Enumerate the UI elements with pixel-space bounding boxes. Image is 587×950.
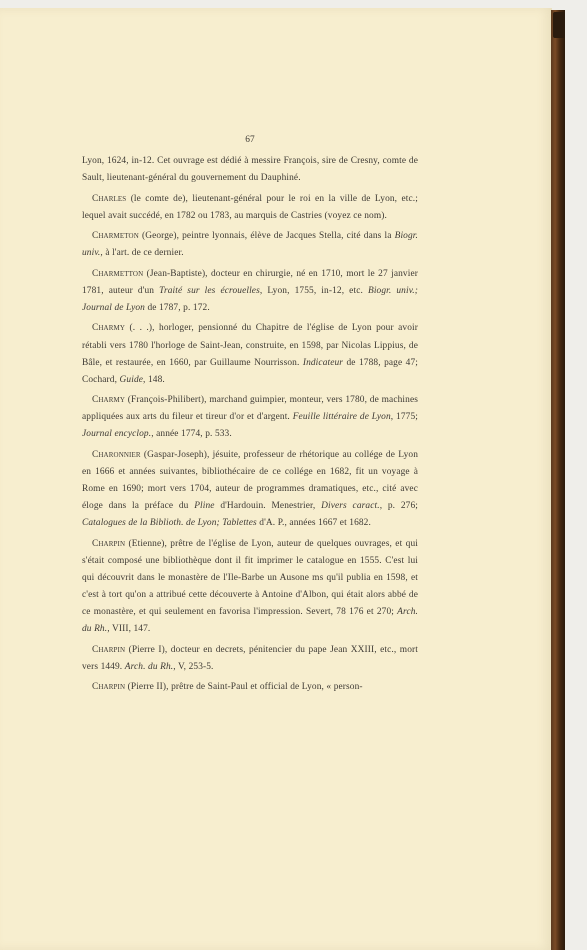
italic-citation: Biogr. univ.: [82, 231, 418, 259]
entry-text: (Pierre II), prêtre de Saint-Paul et official de Lyon, « person-: [125, 682, 363, 693]
italic-citation: Divers caract.: [321, 501, 380, 512]
entry-charmetton-jean-baptiste: [82, 266, 418, 317]
entry-headword: Charpin: [92, 682, 126, 693]
entry-headword: Charmetton: [92, 268, 144, 279]
entry-charpin-pierre-1: [82, 642, 418, 676]
italic-citation: Feuille littéraire de Lyon: [292, 412, 391, 423]
entry-charmy-horloger: [82, 320, 418, 388]
entry-charonnier: [82, 447, 418, 532]
entry-text: , p. 276;: [379, 501, 419, 512]
entry-text: (Jean-Baptiste), docteur en chirurgie, né en 1710, mort le 27 janvier 1781, auteur d'un: [82, 268, 418, 296]
entry-text: , 1775;: [390, 412, 418, 423]
entry-text: de 1788, page 47; Cochard,: [82, 357, 419, 385]
entry-headword: Charles: [92, 193, 127, 204]
spine-edge: [553, 12, 565, 38]
italic-citation: Arch. du Rh.: [124, 661, 174, 672]
page-number: 67: [245, 135, 255, 145]
entry-charles: [82, 191, 418, 225]
italic-citation: Catalogues de la Biblioth. de Lyon; Tablettes: [82, 518, 257, 529]
entry-text: de 1787, p. 172.: [144, 302, 210, 313]
book-spine: [551, 10, 565, 950]
italic-citation: Arch. du Rh.: [82, 607, 418, 635]
entry-charpin-pierre-2: [82, 679, 418, 696]
entry-headword: Charmy: [92, 323, 126, 334]
entry-text: , 148.: [143, 374, 165, 385]
entry-text: (Gaspar-Joseph), jésuite, professeur de rhétorique au collége de Lyon en 1666 et années suivantes, bibliothécaire de ce collége en 1682, fit un voyage à Rome en 1690; mort vers 1704, auteur de programmes dramatiques, etc., cité avec éloge dans la préface du: [82, 449, 418, 512]
italic-citation: Guide: [119, 374, 144, 385]
italic-citation: Biogr. univ.; Journal de Lyon: [82, 285, 419, 313]
entry-text: (Pierre I), docteur en decrets, pénitencier du pape Jean XXIII, etc., mort vers 1449.: [82, 644, 418, 672]
entry-headword: Charonnier: [92, 449, 141, 460]
entry-text: , V, 253-5.: [173, 661, 214, 672]
page-text-block: [82, 132, 418, 700]
entry-headword: Charpin: [92, 644, 126, 655]
entry-charmeton-george: [82, 228, 418, 262]
entry-text: (le comte de), lieutenant-général pour le roi en la ville de Lyon, etc.; lequel avait succédé, en 1782 ou 1783, au marquis de Castries (voyez ce nom).: [82, 193, 418, 221]
entry-text: Lyon, 1624, in-12. Cet ouvrage est dédié à messire François, sire de Cresny, comte de Sault, lieutenant-général du gouvernement du Dauphiné.: [82, 156, 418, 184]
italic-citation: Journal encyclop.: [82, 429, 152, 440]
entry-text: , année 1774, p. 533.: [151, 429, 232, 440]
entry-text: (Etienne), prêtre de l'église de Lyon, auteur de quelques ouvrages, et qui s'était composé une bibliothèque dont il fit imprimer le catalogue en 1555. C'est lui qui découvrit dans le monastère de l'Ile-Barbe un Ausone ms qu'il publia en 1598, et c'est à tort qu'on a attribué cette découverte à Antoine d'Albon, qui était alors abbé de ce monastère, et qui seulement en favorisa l'impression. Severt, 78 176 et 270;: [82, 538, 418, 618]
entry-charmy-francois-philibert: [82, 392, 418, 443]
entry-text: , Lyon, 1755, in-12, etc.: [259, 285, 368, 296]
entry-text: d'A. P., années 1667 et 1682.: [256, 518, 371, 529]
italic-citation: Pline: [194, 501, 215, 512]
entry-text: (François-Philibert), marchand guimpier, monteur, vers 1780, de machines appliquées aux arts du fileur et tireur d'or et d'argent.: [82, 395, 418, 423]
entry-text: , VIII, 147.: [107, 624, 151, 635]
entry-text: d'Hardouin. Menestrier,: [214, 501, 322, 512]
italic-citation: Indicateur: [302, 357, 344, 368]
entry-text: (. . .), horloger, pensionné du Chapitre de l'église de Lyon pour avoir rétabli vers 1780 l'horloge de Saint-Jean, construite, en 1598, par Nicolas Lippius, de Bâle, et restaurée, en 1660, par Guillaume Nourrisson.: [82, 323, 418, 368]
italic-citation: Traité sur les écrouelles: [159, 285, 260, 296]
entry-headword: Charmy: [92, 395, 126, 406]
entries-list: [82, 153, 418, 696]
entry-charpin-etienne: [82, 536, 418, 639]
entry-text: , à l'art. de ce dernier.: [100, 248, 184, 259]
entry-headword: Charmeton: [92, 231, 139, 242]
entry-text: (George), peintre lyonnais, élève de Jacques Stella, cité dans la: [138, 231, 395, 242]
entry-headword: Charpin: [92, 538, 126, 549]
entry-lyon-1624: [82, 153, 418, 187]
